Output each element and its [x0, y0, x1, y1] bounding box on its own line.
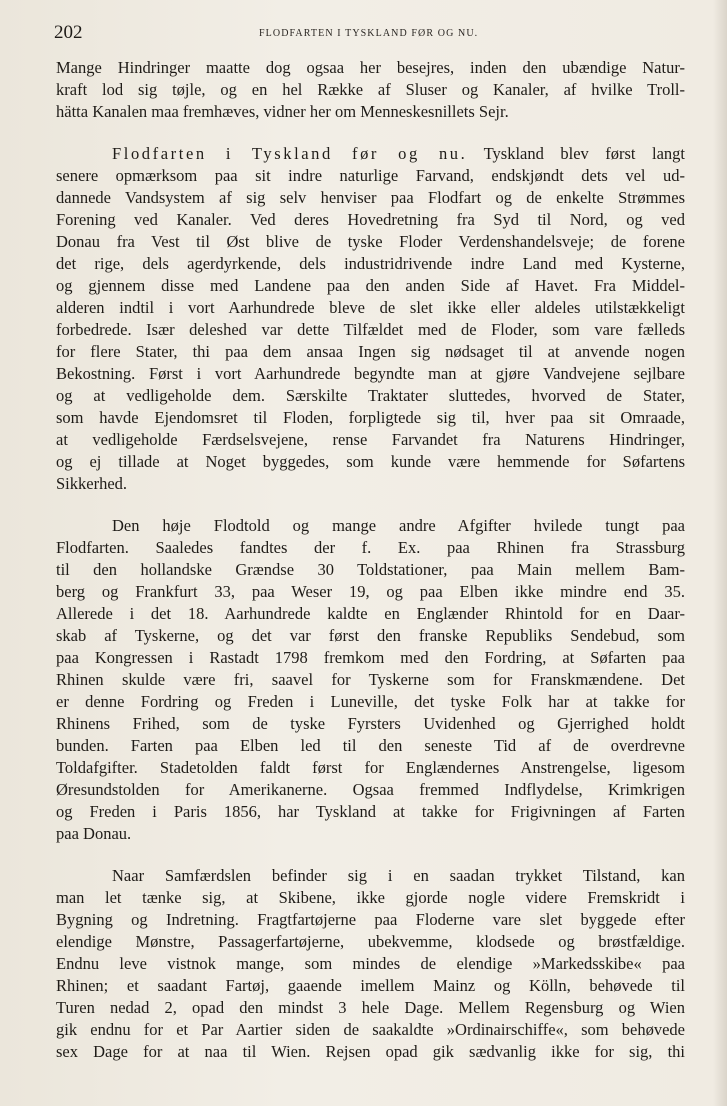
- running-head: FLODFARTEN I TYSKLAND FØR OG NU.: [259, 28, 479, 39]
- text-line: og at vedligeholde dem. Særskilte Traktater sluttedes, hvorved de Stater,: [56, 386, 685, 405]
- text-line: alderen indtil i vort Aarhundrede bleve de slet ikke eller aldeles utilstækkeligt: [56, 298, 685, 317]
- text-line: Endnu leve vistnok mange, som mindes de elendige »Markedsskibe« paa: [56, 954, 685, 973]
- text-line: Rhinen skulde være fri, saavel for Tyskerne som for Franskmændene. Det: [56, 670, 685, 689]
- text-line: man let tænke sig, at Skibene, ikke gjorde nogle videre Fremskridt i: [56, 888, 685, 907]
- text-line: Allerede i det 18. Aarhundrede kaldte en Englænder Rhintold for en Daar-: [56, 604, 685, 623]
- text-line: Naar Samfærdslen befinder sig i en saadan trykket Tilstand, kan: [112, 866, 685, 885]
- text-line: gik endnu for et Par Aartier siden de saakaldte »Ordinairschiffe«, som behøvede: [56, 1020, 685, 1039]
- text-line: at vedligeholde Færdselsvejene, rense Farvandet fra Naturens Hindringer,: [56, 430, 685, 449]
- text-line: Den høje Flodtold og mange andre Afgifter hvilede tungt paa: [112, 516, 685, 535]
- text-line: elendige Mønstre, Passagerfartøjerne, ubekvemme, klodsede og brøstfældige.: [56, 932, 685, 951]
- text-line: berg og Frankfurt 33, paa Weser 19, og paa Elben ikke mindre end 35.: [56, 582, 685, 601]
- text-line: paa Donau.: [56, 824, 132, 843]
- text-line: Flodfarten. Saaledes fandtes der f. Ex. paa Rhinen fra Strassburg: [56, 538, 685, 557]
- text-line: og gjennem disse med Landene paa den anden Side af Havet. Fra Middel-: [56, 276, 685, 295]
- text-line: Mange Hindringer maatte dog ogsaa her besejres, inden den ubændige Natur-: [56, 58, 685, 77]
- text-line: til den hollandske Grændse 30 Toldstationer, paa Main mellem Bam-: [56, 560, 685, 579]
- text-line: forbedrede. Især deleshed var dette Tilfældet med de Floder, som vare fælleds: [56, 320, 685, 339]
- text-line: senere opmærksom paa sit indre naturlige Farvand, endskjøndt dets vel ud-: [56, 166, 685, 185]
- text-line: Turen nedad 2, opad den mindst 3 hele Dage. Mellem Regensburg og Wien: [56, 998, 685, 1017]
- text-line: og Freden i Paris 1856, har Tyskland at takke for Frigivningen af Farten: [56, 802, 685, 821]
- text-line-with-lead: [56, 143, 685, 165]
- text-line: Bygning og Indretning. Fragtfartøjerne paa Floderne vare slet byggede efter: [56, 910, 685, 929]
- text-line: kraft lod sig tøjle, og en hel Række af Sluser og Kanaler, af hvilke Troll-: [56, 80, 685, 99]
- text-line: Forening ved Kanaler. Ved deres Hovedretning fra Syd til Nord, og ved: [56, 210, 685, 229]
- text-line: Donau fra Vest til Øst blive de tyske Floder Verdenshandelsveje; de forene: [56, 232, 685, 251]
- text-line: som havde Ejendomsret til Floden, forpligtede sig til, hver paa sit Omraade,: [56, 408, 685, 427]
- text-line-rest: Tyskland blev først langt: [483, 144, 685, 163]
- text-line: Bekostning. Først i vort Aarhundrede begyndte man at gjøre Vandvejene sejlbare: [56, 364, 685, 383]
- page-number: 202: [54, 22, 83, 43]
- text-line: Toldafgifter. Stadetolden faldt først for Englændernes Anstrengelse, ligesom: [56, 758, 685, 777]
- text-line: er denne Fordring og Freden i Luneville, det tyske Folk har at takke for: [56, 692, 685, 711]
- text-line: Rhinen; et saadant Fartøj, gaaende imellem Mainz og Kölln, behøvede til: [56, 976, 685, 995]
- section-lead-heading: Flodfarten i Tyskland før og nu.: [112, 144, 468, 163]
- text-line: bunden. Farten paa Elben led til den seneste Tid af de overdrevne: [56, 736, 685, 755]
- paragraph-3: [56, 515, 685, 845]
- text-line: for flere Stater, thi paa dem ansaa Ingen sig nødsaget til at anvende nogen: [56, 342, 685, 361]
- paragraph-4: [56, 865, 685, 1063]
- page-header: [54, 22, 691, 46]
- text-line: det rige, dels agerdyrkende, dels industridrivende indre Land med Kysterne,: [56, 254, 685, 273]
- paragraph-2: [56, 143, 685, 495]
- text-line: hätta Kanalen maa fremhæves, vidner her om Menneskesnillets Sejr.: [56, 102, 509, 121]
- text-line: Rhinens Frihed, som de tyske Fyrsters Uvidenhed og Gjerrighed holdt: [56, 714, 685, 733]
- text-line: paa Kongressen i Rastadt 1798 fremkom med den Fordring, at Søfarten paa: [56, 648, 685, 667]
- page-edge-shadow: [713, 0, 727, 1106]
- text-line: skab af Tyskerne, og det var først den franske Republiks Sendebud, som: [56, 626, 685, 645]
- text-line: Sikkerhed.: [56, 474, 128, 493]
- text-line: og ej tillade at Noget byggedes, som kunde være hemmende for Søfartens: [56, 452, 685, 471]
- text-line: sex Dage for at naa til Wien. Rejsen opad gik sædvanlig ikke for sig, thi: [56, 1042, 685, 1061]
- body-text: [56, 57, 685, 1083]
- text-line: Øresundstolden for Amerikanerne. Ogsaa fremmed Indflydelse, Krimkrigen: [56, 780, 685, 799]
- paragraph-1: [56, 57, 685, 123]
- text-line: dannede Vandsystem af sig selv henviser paa Flodfart og de enkelte Strømmes: [56, 188, 685, 207]
